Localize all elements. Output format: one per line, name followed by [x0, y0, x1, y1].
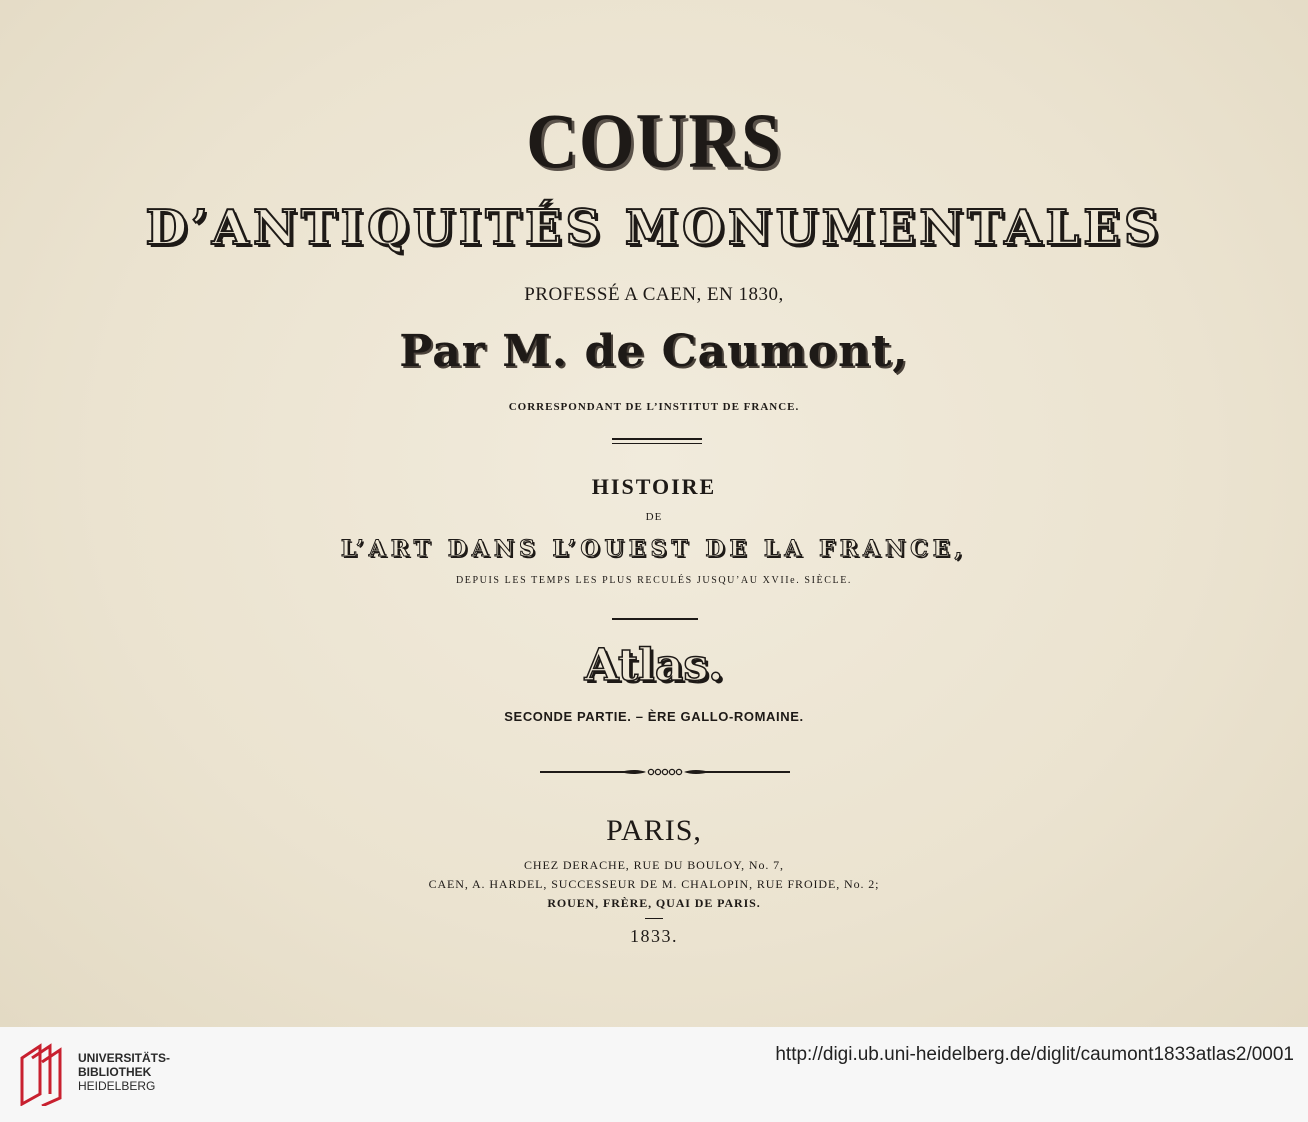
title-antiquites: D’ANTIQUITÉS MONUMENTALES	[145, 200, 1163, 256]
single-rule	[612, 618, 698, 620]
library-name-line2: BIBLIOTHEK	[78, 1065, 152, 1079]
ornamental-rule	[540, 764, 790, 780]
depuis-line: DEPUIS LES TEMPS LES PLUS RECULÉS JUSQU’AU XVIIe. SIÈCLE.	[455, 575, 853, 586]
part-line: SECONDE PARTIE. – ÈRE GALLO-ROMAINE.	[504, 709, 804, 724]
double-rule-top	[612, 438, 702, 440]
double-rule-bottom	[612, 443, 702, 444]
art-line: L’ART DANS L’OUEST DE LA FRANCE,	[340, 536, 968, 562]
histoire-heading: HISTOIRE	[591, 474, 717, 499]
library-name-line3: HEIDELBERG	[78, 1079, 156, 1093]
library-logo-icon[interactable]	[14, 1040, 70, 1106]
title-cours: COURS	[526, 97, 782, 184]
atlas-heading: Atlas.	[584, 640, 724, 691]
publisher-line-1: CHEZ DERACHE, RUE DU BOULOY, No. 7,	[524, 858, 784, 872]
publisher-line-3: ROUEN, FRÈRE, QUAI DE PARIS.	[547, 896, 761, 910]
author-line: Par M. de Caumont,	[399, 326, 909, 377]
library-name	[78, 1051, 170, 1093]
year-rule	[645, 918, 663, 919]
professed-line: PROFESSÉ A CAEN, EN 1830,	[524, 284, 784, 305]
footer-bar	[0, 1027, 1308, 1122]
publication-year: 1833.	[630, 926, 678, 946]
de-word: DE	[645, 511, 663, 523]
permalink-url[interactable]: http://digi.ub.uni-heidelberg.de/diglit/caumont1833atlas2/0001	[775, 1044, 1294, 1065]
publisher-line-2: CAEN, A. HARDEL, SUCCESSEUR DE M. CHALOPIN, RUE FROIDE, No. 2;	[428, 877, 880, 891]
author-title: CORRESPONDANT DE L’INSTITUT DE FRANCE.	[508, 401, 800, 413]
library-name-line1: UNIVERSITÄTS-	[78, 1051, 171, 1065]
city-paris: PARIS,	[606, 814, 702, 847]
